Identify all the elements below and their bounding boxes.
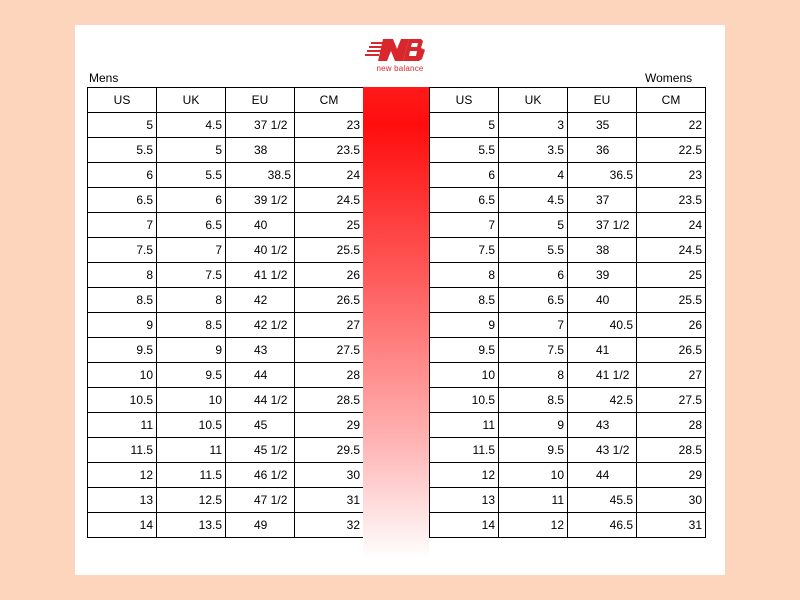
womens-cell-us: 7.5 (430, 238, 499, 263)
womens-cell-cm: 22.5 (637, 138, 706, 163)
womens-cell-eu: 40 (568, 288, 637, 313)
mens-cell-cm: 28.5 (295, 388, 364, 413)
mens-cell-us: 8.5 (88, 288, 157, 313)
womens-cell-uk: 8 (499, 363, 568, 388)
mens-size-table (87, 87, 364, 538)
mens-cell-uk: 12.5 (157, 488, 226, 513)
womens-cell-us: 5.5 (430, 138, 499, 163)
womens-cell-us: 10.5 (430, 388, 499, 413)
mens-cell-uk: 8.5 (157, 313, 226, 338)
size-chart-sheet (75, 25, 725, 575)
womens-cell-cm: 23 (637, 163, 706, 188)
mens-cell-cm: 29 (295, 413, 364, 438)
table-row (430, 113, 706, 138)
womens-cell-uk: 7.5 (499, 338, 568, 363)
womens-cell-cm: 25 (637, 263, 706, 288)
womens-cell-eu: 43 (568, 413, 637, 438)
mens-cell-eu: 45 (226, 413, 295, 438)
womens-header-cm: CM (637, 88, 706, 113)
table-row (88, 313, 364, 338)
mens-cell-cm: 24.5 (295, 188, 364, 213)
womens-cell-us: 9.5 (430, 338, 499, 363)
table-row (430, 238, 706, 263)
mens-cell-cm: 31 (295, 488, 364, 513)
womens-cell-cm: 27.5 (637, 388, 706, 413)
mens-cell-cm: 29.5 (295, 438, 364, 463)
table-row (430, 388, 706, 413)
mens-cell-cm: 25.5 (295, 238, 364, 263)
womens-cell-us: 14 (430, 513, 499, 538)
womens-cell-eu: 44 (568, 463, 637, 488)
mens-cell-us: 6.5 (88, 188, 157, 213)
womens-cell-us: 9 (430, 313, 499, 338)
womens-label: Womens (645, 71, 693, 85)
mens-cell-us: 11.5 (88, 438, 157, 463)
womens-cell-us: 8.5 (430, 288, 499, 313)
mens-cell-eu: 40 1/2 (226, 238, 295, 263)
mens-cell-eu: 47 1/2 (226, 488, 295, 513)
mens-cell-uk: 9.5 (157, 363, 226, 388)
mens-header-cm: CM (295, 88, 364, 113)
mens-cell-us: 10.5 (88, 388, 157, 413)
mens-header-us: US (88, 88, 157, 113)
table-row (430, 463, 706, 488)
womens-cell-uk: 3.5 (499, 138, 568, 163)
mens-cell-uk: 7.5 (157, 263, 226, 288)
table-row (88, 288, 364, 313)
mens-cell-eu: 38.5 (226, 163, 295, 188)
womens-cell-cm: 30 (637, 488, 706, 513)
mens-cell-us: 7.5 (88, 238, 157, 263)
new-balance-logo (365, 35, 435, 75)
mens-cell-eu: 38 (226, 138, 295, 163)
table-row (88, 388, 364, 413)
table-row (88, 513, 364, 538)
womens-cell-eu: 45.5 (568, 488, 637, 513)
womens-cell-uk: 5 (499, 213, 568, 238)
womens-cell-eu: 41 (568, 338, 637, 363)
mens-cell-uk: 7 (157, 238, 226, 263)
womens-cell-us: 11.5 (430, 438, 499, 463)
womens-cell-cm: 29 (637, 463, 706, 488)
womens-cell-eu: 37 1/2 (568, 213, 637, 238)
womens-header-us: US (430, 88, 499, 113)
mens-cell-uk: 11 (157, 438, 226, 463)
table-row (430, 163, 706, 188)
brand-wordmark: new balance (376, 64, 424, 73)
womens-cell-us: 10 (430, 363, 499, 388)
mens-cell-cm: 30 (295, 463, 364, 488)
mens-cell-cm: 28 (295, 363, 364, 388)
table-row (88, 113, 364, 138)
womens-cell-uk: 7 (499, 313, 568, 338)
mens-cell-uk: 8 (157, 288, 226, 313)
mens-cell-uk: 5.5 (157, 163, 226, 188)
mens-cell-uk: 9 (157, 338, 226, 363)
table-row (88, 438, 364, 463)
womens-cell-uk: 6 (499, 263, 568, 288)
womens-cell-uk: 9.5 (499, 438, 568, 463)
womens-cell-eu: 35 (568, 113, 637, 138)
table-row (88, 213, 364, 238)
table-row (430, 438, 706, 463)
womens-cell-eu: 36 (568, 138, 637, 163)
womens-cell-eu: 36.5 (568, 163, 637, 188)
nb-logo-icon (365, 35, 435, 65)
womens-cell-cm: 31 (637, 513, 706, 538)
mens-cell-eu: 43 (226, 338, 295, 363)
mens-cell-us: 11 (88, 413, 157, 438)
womens-cell-cm: 27 (637, 363, 706, 388)
womens-cell-cm: 25.5 (637, 288, 706, 313)
mens-cell-us: 12 (88, 463, 157, 488)
mens-cell-eu: 44 (226, 363, 295, 388)
womens-cell-uk: 10 (499, 463, 568, 488)
womens-cell-eu: 40.5 (568, 313, 637, 338)
table-row (88, 338, 364, 363)
mens-cell-uk: 6 (157, 188, 226, 213)
mens-cell-uk: 11.5 (157, 463, 226, 488)
womens-cell-us: 8 (430, 263, 499, 288)
table-row (88, 138, 364, 163)
womens-cell-uk: 4 (499, 163, 568, 188)
womens-size-table (429, 87, 706, 538)
mens-header-row (88, 88, 364, 113)
mens-cell-us: 7 (88, 213, 157, 238)
womens-cell-eu: 38 (568, 238, 637, 263)
mens-label: Mens (89, 71, 119, 85)
womens-cell-eu: 37 (568, 188, 637, 213)
mens-cell-uk: 4.5 (157, 113, 226, 138)
mens-cell-us: 9.5 (88, 338, 157, 363)
mens-cell-us: 10 (88, 363, 157, 388)
womens-cell-cm: 24 (637, 213, 706, 238)
mens-cell-uk: 13.5 (157, 513, 226, 538)
womens-header-uk: UK (499, 88, 568, 113)
mens-header-eu: EU (226, 88, 295, 113)
womens-cell-us: 5 (430, 113, 499, 138)
womens-cell-us: 6 (430, 163, 499, 188)
womens-cell-us: 7 (430, 213, 499, 238)
womens-cell-cm: 23.5 (637, 188, 706, 213)
mens-cell-eu: 42 1/2 (226, 313, 295, 338)
womens-cell-us: 11 (430, 413, 499, 438)
mens-cell-us: 8 (88, 263, 157, 288)
table-row (430, 138, 706, 163)
womens-cell-cm: 26.5 (637, 338, 706, 363)
table-row (88, 163, 364, 188)
table-row (430, 513, 706, 538)
womens-header-eu: EU (568, 88, 637, 113)
mens-cell-eu: 39 1/2 (226, 188, 295, 213)
table-row (430, 288, 706, 313)
mens-cell-eu: 41 1/2 (226, 263, 295, 288)
womens-cell-eu: 39 (568, 263, 637, 288)
mens-cell-eu: 42 (226, 288, 295, 313)
mens-cell-eu: 37 1/2 (226, 113, 295, 138)
mens-cell-cm: 27.5 (295, 338, 364, 363)
table-row (88, 488, 364, 513)
mens-cell-cm: 24 (295, 163, 364, 188)
womens-cell-uk: 9 (499, 413, 568, 438)
table-row (430, 188, 706, 213)
mens-cell-cm: 26 (295, 263, 364, 288)
mens-cell-uk: 10 (157, 388, 226, 413)
womens-cell-uk: 3 (499, 113, 568, 138)
table-row (430, 338, 706, 363)
womens-cell-uk: 6.5 (499, 288, 568, 313)
womens-cell-us: 6.5 (430, 188, 499, 213)
womens-cell-cm: 22 (637, 113, 706, 138)
mens-cell-uk: 6.5 (157, 213, 226, 238)
table-row (88, 463, 364, 488)
womens-cell-eu: 43 1/2 (568, 438, 637, 463)
mens-cell-us: 13 (88, 488, 157, 513)
womens-cell-us: 13 (430, 488, 499, 513)
table-row (88, 413, 364, 438)
womens-cell-us: 12 (430, 463, 499, 488)
womens-cell-uk: 5.5 (499, 238, 568, 263)
table-row (430, 413, 706, 438)
table-row (88, 188, 364, 213)
mens-cell-cm: 32 (295, 513, 364, 538)
mens-cell-uk: 5 (157, 138, 226, 163)
mens-cell-us: 6 (88, 163, 157, 188)
table-row (88, 263, 364, 288)
mens-cell-eu: 46 1/2 (226, 463, 295, 488)
mens-cell-cm: 23.5 (295, 138, 364, 163)
womens-cell-eu: 41 1/2 (568, 363, 637, 388)
mens-cell-cm: 23 (295, 113, 364, 138)
mens-header-uk: UK (157, 88, 226, 113)
womens-cell-eu: 42.5 (568, 388, 637, 413)
table-row (430, 488, 706, 513)
mens-cell-us: 14 (88, 513, 157, 538)
womens-cell-cm: 24.5 (637, 238, 706, 263)
womens-cell-cm: 28 (637, 413, 706, 438)
mens-cell-uk: 10.5 (157, 413, 226, 438)
mens-cell-cm: 27 (295, 313, 364, 338)
womens-cell-cm: 26 (637, 313, 706, 338)
womens-cell-uk: 8.5 (499, 388, 568, 413)
womens-cell-eu: 46.5 (568, 513, 637, 538)
womens-cell-cm: 28.5 (637, 438, 706, 463)
womens-header-row (430, 88, 706, 113)
womens-cell-uk: 11 (499, 488, 568, 513)
mens-cell-us: 5 (88, 113, 157, 138)
table-row (430, 313, 706, 338)
table-row (430, 263, 706, 288)
mens-cell-cm: 25 (295, 213, 364, 238)
table-row (88, 363, 364, 388)
mens-cell-eu: 40 (226, 213, 295, 238)
table-row (430, 213, 706, 238)
mens-cell-us: 9 (88, 313, 157, 338)
mens-cell-us: 5.5 (88, 138, 157, 163)
mens-cell-eu: 44 1/2 (226, 388, 295, 413)
womens-cell-uk: 12 (499, 513, 568, 538)
table-row (88, 238, 364, 263)
womens-cell-uk: 4.5 (499, 188, 568, 213)
red-gradient-divider (363, 87, 429, 559)
table-row (430, 363, 706, 388)
mens-cell-cm: 26.5 (295, 288, 364, 313)
mens-cell-eu: 49 (226, 513, 295, 538)
mens-cell-eu: 45 1/2 (226, 438, 295, 463)
